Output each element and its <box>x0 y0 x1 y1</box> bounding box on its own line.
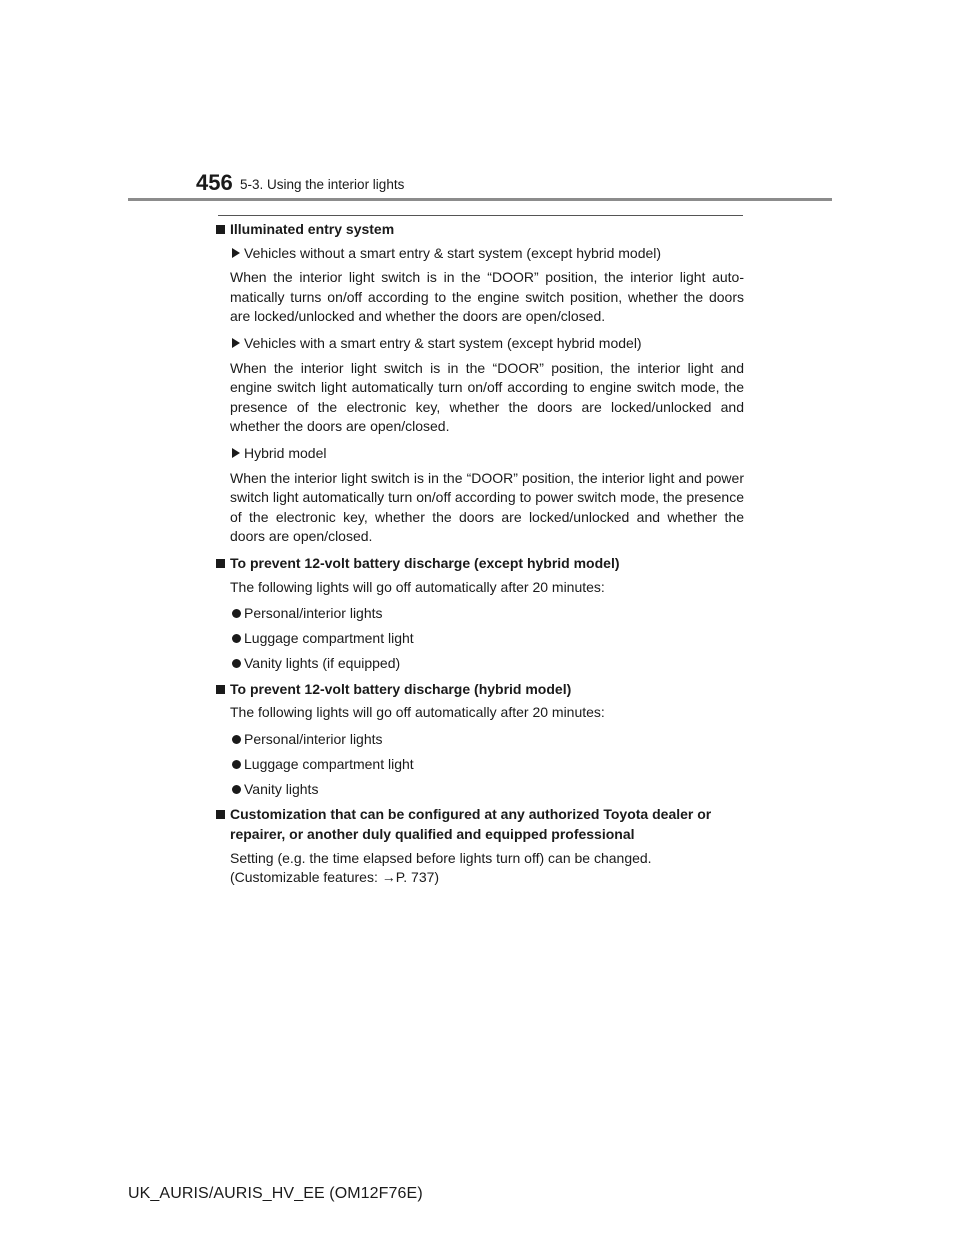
heading-battery-except-hybrid: To prevent 12-volt battery discharge (except hybrid model) <box>216 554 744 574</box>
list-item: Personal/interior lights <box>216 604 744 624</box>
page-number: 456 <box>196 170 233 195</box>
subheading-hybrid: Hybrid model <box>216 444 744 464</box>
paragraph-smart-entry: When the interior light switch is in the “DOOR” position, the interior light and engine switch light automatically turn on/off according to engine switch mode, the presence of the electronic key, whether the doors are locked/unlocked and whether the doors are open/closed. <box>230 359 744 435</box>
paragraph-hybrid: When the interior light switch is in the “DOOR” position, the interior light and power switch light automatically turn on/off according to power switch mode, the presence of the electronic key, whether the doors are locked/unlocked and whether the doors are open/closed. <box>230 469 744 545</box>
paragraph-battery-hybrid: The following lights will go off automatically after 20 minutes: <box>230 704 605 721</box>
heading-customization: Customization that can be configured at any authorized Toyota dealer or repairer, or another duly qualified and equipped professional <box>216 805 744 844</box>
list-item: Luggage compartment light <box>216 755 744 775</box>
square-bullet-icon <box>216 685 225 694</box>
list-item: Personal/interior lights <box>216 730 744 750</box>
round-bullet-icon <box>232 609 241 618</box>
content-divider <box>218 215 743 216</box>
header-divider <box>128 198 832 201</box>
list-item: Vanity lights <box>216 780 744 800</box>
section-title: 5-3. Using the interior lights <box>240 177 405 192</box>
round-bullet-icon <box>232 735 241 744</box>
document-code: UK_AURIS/AURIS_HV_EE (OM12F76E) <box>128 1185 423 1202</box>
round-bullet-icon <box>232 659 241 668</box>
paragraph-battery-except-hybrid: The following lights will go off automatically after 20 minutes: <box>230 578 605 595</box>
subheading-no-smart-entry: Vehicles without a smart entry & start system (except hybrid model) <box>216 244 744 264</box>
triangle-arrow-icon <box>232 248 240 258</box>
subheading-smart-entry: Vehicles with a smart entry & start system (except hybrid model) <box>216 334 744 354</box>
square-bullet-icon <box>216 559 225 568</box>
square-bullet-icon <box>216 225 225 234</box>
heading-battery-hybrid: To prevent 12-volt battery discharge (hybrid model) <box>216 680 744 700</box>
triangle-arrow-icon <box>232 338 240 348</box>
round-bullet-icon <box>232 634 241 643</box>
paragraph-customization-line2: (Customizable features: →P. 737) <box>230 869 440 886</box>
paragraph-customization-line1: Setting (e.g. the time elapsed before lights turn off) can be changed. <box>230 849 652 866</box>
round-bullet-icon <box>232 785 241 794</box>
triangle-arrow-icon <box>232 448 240 458</box>
square-bullet-icon <box>216 810 225 819</box>
paragraph-no-smart-entry: When the interior light switch is in the “DOOR” position, the interior light auto-matically turns on/off according to the engine switch position, whether the doors are locked/unlocked and whether the doors are open/closed. <box>230 269 744 325</box>
round-bullet-icon <box>232 760 241 769</box>
list-item: Vanity lights (if equipped) <box>216 654 744 674</box>
list-item: Luggage compartment light <box>216 629 744 649</box>
heading-illuminated-entry: Illuminated entry system <box>216 220 744 240</box>
page-content <box>216 220 744 895</box>
